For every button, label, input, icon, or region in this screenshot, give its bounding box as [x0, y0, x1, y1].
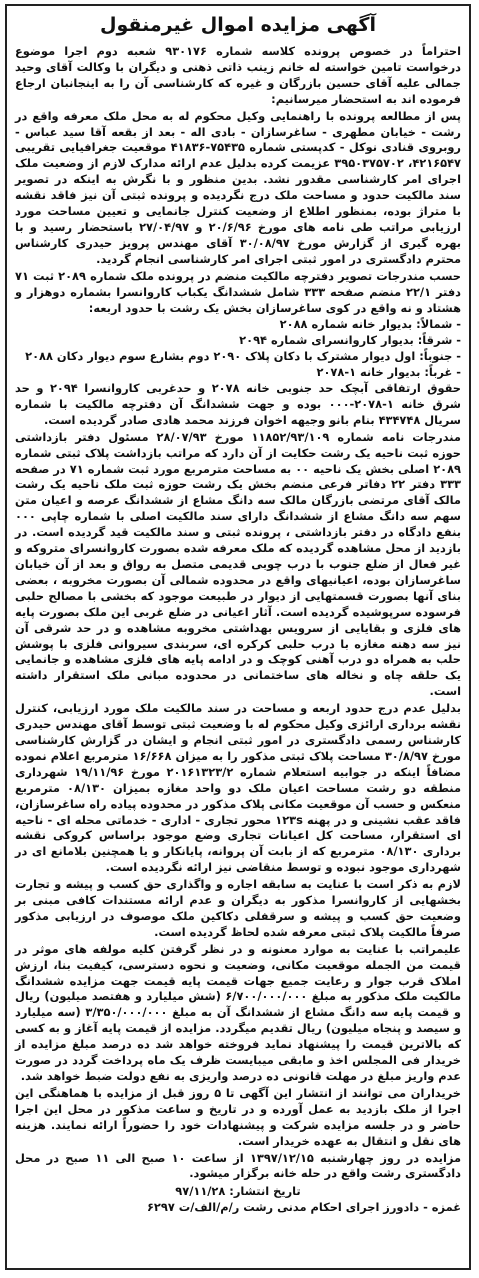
- notice-paragraph: احتراماً در خصوص پرونده کلاسه شماره ۹۳۰۱۷۶ شعبه دوم اجرا موضوع درخواست تامین خواسته له خانم زینب ذاتی ذهنی و دیگران با وکالت آقای وحید جمالی علیه آقای حسین بازرگان و غیره که کارشناسی آن را به اینجانبان ارجاع فرموده اند به استحضار میرسانیم:: [15, 44, 461, 106]
- notice-paragraph: خریداران می توانند از انتشار این آگهی تا ۵ روز قبل از مزایده با هماهنگی این اجرا از ملک بازدید به عمل آورده و در تاریخ و ساعت مذکور در محل این اجرا حاضر و در جلسه مزایده شرکت و پیشنهادات خود را حضوراً ارائه نمایند. هزینه های نقل و انتقال به عهده خریدار است.: [15, 1085, 461, 1148]
- publication-date: تاریخ انتشار: ۹۷/۱۱/۲۸: [175, 1184, 301, 1199]
- notice-paragraph: مندرجات نامه شماره ۱۱۸۵۲/۹۳/۱۰۹ مورخ ۲۸/۰۷/۹۳ مسئول دفتر بازداشتی حوزه ثبت ناحیه یک رشت حکایت از آن دارد که مراتب بازداشت پلاک ثبتی شماره ۲۰۸۹ اصلی بخش یک ناحیه ۰۰ به مساحت مترمربع مورد ثبت شماره ۷۱ در صفحه ۳۳۳ دفتر ۲۲ دفاتر فرعی منضم بخش یک رشت حوزه ثبت ملک ناحیه یک رشت مالک آقای مرتضی بازرگان مالک سه دانگ مشاع از ششدانگ عرصه و اعیان متن سهم سه دانگ مشاع از ششدانگ دارای سند مالکیت اصلی با شماره چاپی ۰۰۰ بنفع دادگاه در دفتر بازداشتی ، پرونده ثبتی و سند مالکیت قید گردیده است. در بازدید از محل مشاهده گردیده که ملک معرفه شده بصورت کاروانسرای متروکه و غیر فعال از ضلع جنوب با درب چوبی قدیمی متصل به رواق و بعد از آن خیابان ساغرسازان بوده، اعیانیهای واقع در محدوده شمالی آن بصورت مخروبه ، بعضی بنای آنها بصورت قسمتهایی از دیوار در طبیعت موجود که بخشی با مصالح حلبی فرسوده سرپوشیده گردیده است. آثار اعیانی در ضلع غربی این ملک بصورت پایه های فلزی و بقایایی از سرویس بهداشتی مخروبه مشاهده و در حد شرقی آن نیز سه دهنه مغازه با درب حلبی کرکره ای، سربندی سیروانی فلزی با پوشش حلب به همراه دو درب آهنی کوچک و در ادامه پایه های فلزی مشاهده و جانمایی یک حلقه چاه و نخاله های ساختمانی در محدوده مبانی ملک استقرار داشته است.: [15, 429, 461, 699]
- notice-paragraph: - شمالاً: بدیوار خانه شماره ۲۰۸۸: [279, 317, 461, 332]
- notice-paragraph: لازم به ذکر است با عنایت به سابقه اجاره و واگذاری حق کسب و پیشه و تجارت بخشهایی از کاروانسرا مذکور به دیگران و عدم ارائه مستندات کافی مبنی بر وضعیت حق کسب و پیشه و سرقفلی دکاکین ملک موصوف در ارزیابی مذکور صرفاً مالکیت پلاک ثبتی معرفه شده لحاظ گردیده است.: [15, 877, 461, 939]
- notice-title: آگهی مزایده اموال غیرمنقول: [100, 14, 376, 36]
- notice-paragraph: پس از مطالعه پرونده با راهنمایی وکیل محکوم له به محل ملک معرفه واقع در رشت - خیابان مطهری - ساغرسازان - بادی اله - بعد از بقعه آقا سید عباس - روبروی قنادی نوکل - کدپستی شماره ۷۵۴۳۵-۴۱۸۳۶ موقعیت جغرافیایی تقریبی ۴۲۱۶۵۴۷، ۳۹۵۰۳۷۵۷۰۲ عزیمت کرده بدلیل عدم ارائه مدارک لازم از وضعیت ملک اجرای امر کارشناسی مقدور نشد. بدین منظور و با نگرش به اینکه در تصویر سند مالکیت حدود و مساحت ملک درج نگردیده و پرونده ثبتی آن نیز فاقد نقشه با متراژ بوده، بمنظور اطلاع از وضعیت کنترل جانمایی و تعیین مساحت مورد ارزیابی مراتب طی نامه های مورخ ۲۰/۶/۹۶ و ۲۷/۰۴/۹۷ باستحضار رسید و با بهره گیری از گزارش مورخ ۳۰/۰۸/۹۷ آقای مهندس پرویز حیدری کارشناس محترم دادگستری در امور ثبتی اجرای امر کارشناسی انجام گردید.: [15, 108, 462, 266]
- notice-body: [15, 44, 461, 1182]
- notice-paragraph: بدلیل عدم درج حدود اربعه و مساحت در سند مالکیت ملک مورد ارزیابی، کنترل نقشه برداری ارائزی وکیل محکوم له با وضعیت ثبتی توسط آقای مهندس حیدری کارشناس رسمی دادگستری در امور ثبتی انجام و ایشان در گزارش کارشناسی مورخ ۳۰/۸/۹۷ مساحت پلاک ثبتی مذکور را به میزان ۱۶/۶۶۸ مترمربع اعلام نموده مضافاً اینکه در جوابیه استعلام شماره ۲۰۱۶۱۳۲۳/۲ مورخ ۱۹/۱۱/۹۶ شهرداری منطقه دو رشت مساحت اعیان ملک دو واحد مغازه بمیزان ۰۸/۱۳۰ مترمربع منعکس و حسب آن موقعیت مکانی پلاک مذکور در محدوده پیاده راه ساغرسازان، فاقد عقب نشینی و در پهنه ۱۲۳s محور تجاری - اداری - خدماتی محله ای - ناحیه ای استقرار، مساحت کل اعیانات تجاری وضع موجود براساس کروکی نقشه برداری ۰۸/۱۳۰ مترمربع که از بابت آن پروانه، پایانکار و یا همچنین بلامانع ای در شهرداری موجود نبوده و توسط منقاضی نیز ارائه نگردیده است.: [15, 701, 461, 875]
- notice-paragraph: - جنوباً: اول دیوار مشترک با دکان پلاک ۲۰۹۰ دوم بشارع سوم دیوار دکان ۲۰۸۸: [25, 349, 461, 364]
- notice-paragraph: علیمراتب با عنایت به موارد معنونه و در نظر گرفتن کلیه مولفه های موثر در قیمت من الجمله موقعیت مکانی، وضعیت و نحوه دسترسی، کیفیت بنا، ارزش املاک قرب جوار و رعایت جمیع جهات قیمت پایه قیمت جهت مزایده ششدانگ مالکیت ملک مذکور به مبلغ ۶/۷۰۰/۰۰۰/۰۰۰ (شش میلیارد و هفتصد میلیون) ریال و قیمت پایه سه دانگ مشاع از ششدانگ آن به مبلغ ۳/۳۵۰/۰۰۰/۰۰۰ (سه میلیارد و سیصد و پنجاه میلیون) ریال تقدیم میگردد. مزایده از قیمت پایه آغاز و به کسی که بالاترین قیمت را پیشنهاد نماید فروخته خواهد شد ده درصد مبلغ مزایده از خریدار فی المجلس اخذ و مابقی میبایست ظرف یک ماه پرداخت گردد در صورت عدم واریز مبلغ در مهلت قانونی ده درصد واریزی به نفع دولت ضبط خواهد شد.: [15, 941, 462, 1083]
- notice-frame: [5, 4, 471, 1270]
- notice-paragraph: - شرقاً: بدیوار کاروانسرای شماره ۲۰۹۴: [239, 333, 461, 348]
- notice-paragraph: - غرباً: بدیوار خانه ۱-۲۰۷۸: [316, 365, 461, 380]
- notice-paragraph: مزایده در روز چهارشنبه ۱۳۹۷/۱۲/۱۵ از ساعت ۱۰ صبح الی ۱۱ صبح در محل دادگستری رشت واقع در حله خانه برگزار میشود.: [15, 1150, 461, 1181]
- notice-paragraph: حسب مندرجات تصویر دفترچه مالکیت منضم در پرونده ملک شماره ۲۰۸۹ ثبت ۷۱ دفتر ۲۲/۱ منضم صفحه ۳۳۳ شامل ششدانگ یکباب کاروانسرا بشماره دوهزار و هشتاد و نه واقع در کوی ساغرسازان بخش یک رشت با حدود اربعه:: [15, 268, 462, 315]
- issuing-office: غمزه - دادورز اجرای احکام مدنی رشت ر/م/الف/ت ۶۲۹۷: [146, 1200, 461, 1215]
- notice-paragraph: حقوق ارتفاقی آبچک حد جنوبی خانه ۲۰۷۸ و حدغربی کاروانسرا ۲۰۹۴ و حد شرق خانه ۱-۲۰۷۸-۰۰۰ بوده و جهت ششدانگ آن دفترچه مالکیت با شماره سریال ۴۳۴۷۴۸ بنام بانو وجیهه اخوان فرزند محمد هادی صادر گردیده است.: [15, 381, 462, 427]
- signature-block: [15, 1184, 461, 1216]
